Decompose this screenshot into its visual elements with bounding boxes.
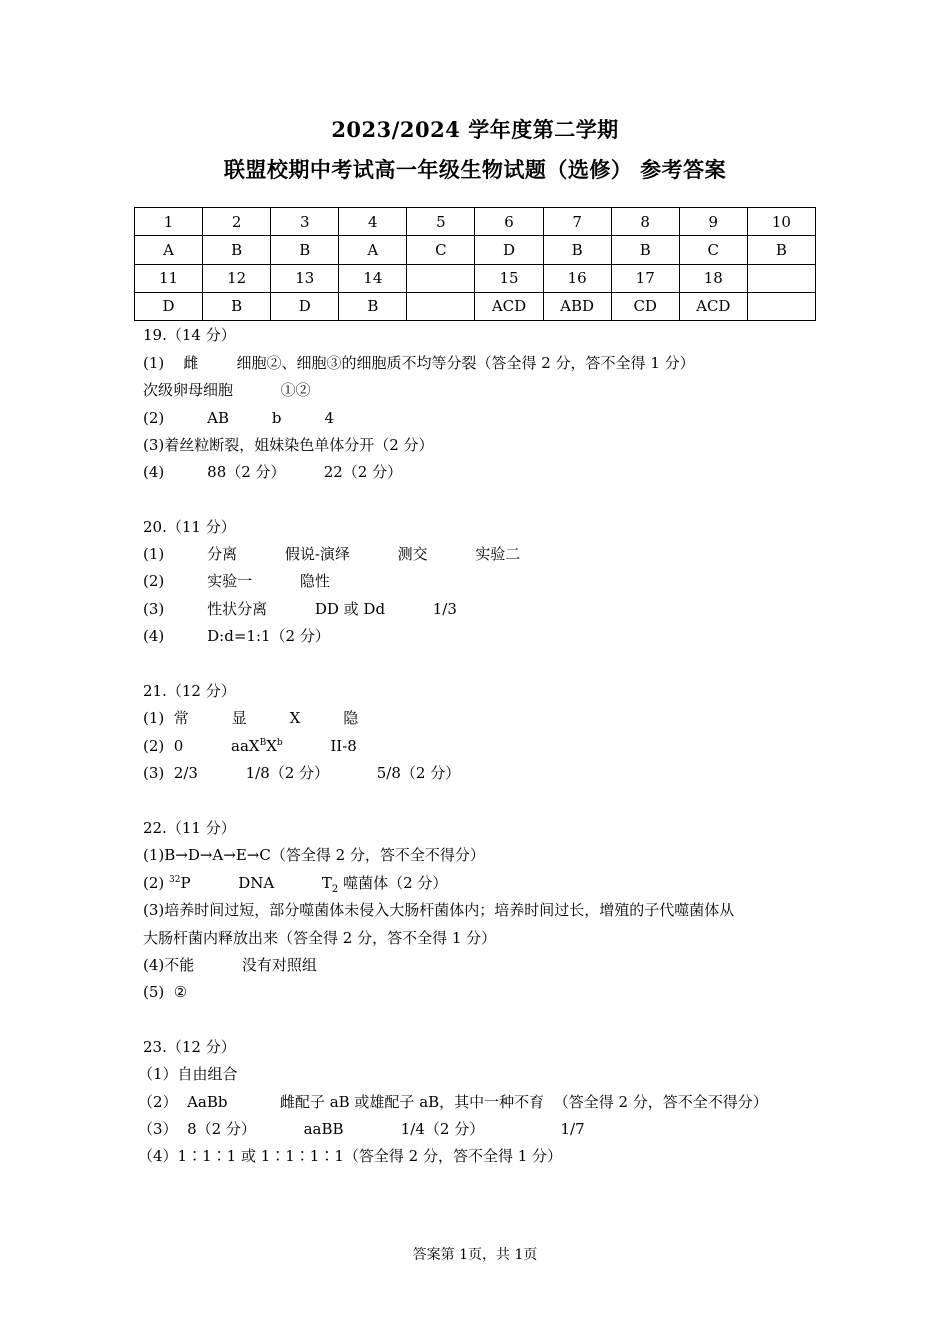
answer-table-cell bbox=[747, 264, 815, 292]
q22-answer-3: (3)培养时间过短，部分噬菌体未侵入大肠杆菌体内；培养时间过长，增殖的子代噬菌体从 bbox=[143, 901, 735, 919]
q20-answer-3: (3) 性状分离 DD 或 Dd 1/3 bbox=[143, 600, 457, 618]
q22-answer-5: (5) ② bbox=[143, 983, 188, 1001]
answer-table-row bbox=[135, 208, 816, 236]
multiple-choice-answer-table bbox=[134, 207, 816, 321]
q19-answer-1-cont: 次级卵母细胞 ①② bbox=[143, 381, 311, 399]
answer-table-cell: 1 bbox=[135, 208, 203, 236]
answer-table-cell: CD bbox=[611, 292, 679, 320]
q23-heading: 23.（12 分） bbox=[143, 1038, 236, 1056]
answer-table-cell: 3 bbox=[271, 208, 339, 236]
answer-table-cell: B bbox=[203, 236, 271, 264]
q22-answer-1: (1)B→D→A→E→C（答全得 2 分，答不全不得分） bbox=[143, 846, 485, 864]
answer-table-cell: 8 bbox=[611, 208, 679, 236]
answer-table-cell bbox=[747, 292, 815, 320]
answer-table-cell: D bbox=[271, 292, 339, 320]
q19-answer-2: (2) AB b 4 bbox=[143, 409, 334, 427]
q19-answer-4: (4) 88（2 分） 22（2 分） bbox=[143, 463, 403, 481]
answer-table-cell: 18 bbox=[679, 264, 747, 292]
answer-table-row bbox=[135, 264, 816, 292]
q23-answer-3: （3） 8（2 分） aaBB 1/4（2 分） 1/7 bbox=[138, 1120, 585, 1138]
q19-heading: 19.（14 分） bbox=[143, 326, 236, 344]
q22-answer-4: (4)不能 没有对照组 bbox=[143, 956, 317, 974]
answer-table-cell: ACD bbox=[679, 292, 747, 320]
q22-heading: 22.（11 分） bbox=[143, 819, 236, 837]
answer-table-cell: 10 bbox=[747, 208, 815, 236]
answer-table-cell: D bbox=[475, 236, 543, 264]
answer-table-cell: 16 bbox=[543, 264, 611, 292]
q23-answer-2: （2） AaBb 雌配子 aB 或雄配子 aB，其中一种不育 （答全得 2 分，答不全不得分） bbox=[138, 1093, 768, 1111]
answer-table-cell: 5 bbox=[407, 208, 475, 236]
q19-answer-3: (3)着丝粒断裂，姐妹染色单体分开（2 分） bbox=[143, 436, 434, 454]
answer-table-cell: 9 bbox=[679, 208, 747, 236]
q20-answer-1: (1) 分离 假说-演绎 测交 实验二 bbox=[143, 545, 521, 563]
q21-answer-2: (2) 0 $aaX^BX^b$ II-8 bbox=[143, 737, 357, 755]
answer-table-cell: B bbox=[271, 236, 339, 264]
answer-table-row bbox=[135, 292, 816, 320]
answer-table-cell: ABD bbox=[543, 292, 611, 320]
answer-table-cell: 13 bbox=[271, 264, 339, 292]
answer-table-cell: B bbox=[611, 236, 679, 264]
q22-answer-2: (2) $^{32}$P DNA $T_2$ 噬菌体（2 分） bbox=[143, 874, 448, 895]
answer-table-cell: B bbox=[339, 292, 407, 320]
answer-table-cell: ACD bbox=[475, 292, 543, 320]
answer-table-cell: 7 bbox=[543, 208, 611, 236]
answer-table-cell: 2 bbox=[203, 208, 271, 236]
q21-answer-1: (1) 常 显 X 隐 bbox=[143, 709, 359, 727]
answer-table-cell: B bbox=[543, 236, 611, 264]
q21-heading: 21.（12 分） bbox=[143, 682, 236, 700]
answer-table-cell: 17 bbox=[611, 264, 679, 292]
q20-answer-4: (4) D:d=1:1（2 分） bbox=[143, 627, 330, 645]
q23-answer-4: （4）1∶1∶1 或 1∶1∶1∶1（答全得 2 分，答不全得 1 分） bbox=[138, 1147, 563, 1165]
answer-table-cell: 6 bbox=[475, 208, 543, 236]
exam-title-line2: 联盟校期中考试高一年级生物试题（选修） 参考答案 bbox=[223, 157, 727, 182]
answer-table-cell: 15 bbox=[475, 264, 543, 292]
exam-title-line1: 2023/2024 学年度第二学期 bbox=[331, 117, 619, 142]
answer-table-cell bbox=[407, 292, 475, 320]
answer-table-cell: D bbox=[135, 292, 203, 320]
answer-table-cell: B bbox=[203, 292, 271, 320]
answer-table-cell bbox=[407, 264, 475, 292]
page-footer: 答案第 1页，共 1页 bbox=[412, 1247, 538, 1263]
answer-table-cell: A bbox=[135, 236, 203, 264]
answer-table-row bbox=[135, 236, 816, 264]
q20-answer-2: (2) 实验一 隐性 bbox=[143, 572, 330, 590]
answer-table-cell: A bbox=[339, 236, 407, 264]
q20-heading: 20.（11 分） bbox=[143, 518, 236, 536]
q21-answer-3: (3) 2/3 1/8（2 分） 5/8（2 分） bbox=[143, 764, 461, 782]
answer-table-cell: C bbox=[407, 236, 475, 264]
answer-table-cell: 12 bbox=[203, 264, 271, 292]
q22-answer-3-cont: 大肠杆菌内释放出来（答全得 2 分，答不全得 1 分） bbox=[143, 929, 497, 947]
answer-table-cell: B bbox=[747, 236, 815, 264]
answer-table-cell: 14 bbox=[339, 264, 407, 292]
answer-table-cell: C bbox=[679, 236, 747, 264]
answer-table-cell: 4 bbox=[339, 208, 407, 236]
answer-table-cell: 11 bbox=[135, 264, 203, 292]
q19-answer-1: (1) 雌 细胞②、细胞③的细胞质不均等分裂（答全得 2 分，答不全得 1 分） bbox=[143, 354, 695, 372]
q23-answer-1: （1）自由组合 bbox=[138, 1065, 238, 1083]
